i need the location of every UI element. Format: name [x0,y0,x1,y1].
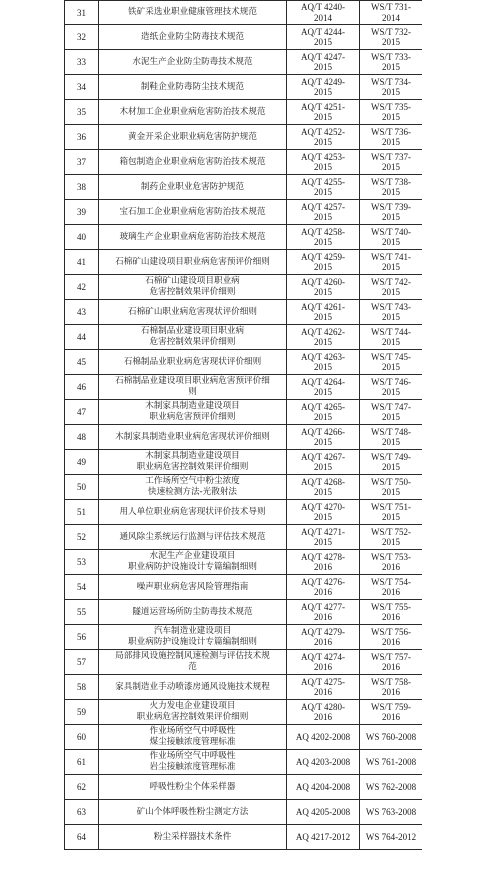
row-number: 44 [65,325,99,350]
aq-standard-code: AQ 4205-2008 [287,800,360,825]
aq-standard-code: AQ/T 4258- 2015 [287,225,360,250]
aq-standard-code: AQ/T 4265- 2015 [287,400,360,425]
aq-standard-code: AQ/T 4251- 2015 [287,100,360,125]
standard-name: 石棉矿山建设项目职业病危害预评价细则 [99,250,287,275]
ws-standard-code: WS/T 737- 2015 [360,150,423,175]
aq-standard-code: AQ/T 4252- 2015 [287,125,360,150]
standard-name: 噪声职业病危害风险管理指南 [99,575,287,600]
aq-standard-code: AQ/T 4270- 2015 [287,500,360,525]
standard-name: 石棉制品业职业病危害现状评价细则 [99,350,287,375]
aq-standard-code: AQ/T 4278- 2016 [287,550,360,575]
standard-name: 石棉制品业建设项目职业病危害预评价细 则 [99,375,287,400]
table-row [65,725,423,750]
ws-standard-code: WS 763-2008 [360,800,423,825]
table-row [65,400,423,425]
table-row [65,750,423,775]
standard-name: 造纸企业防尘防毒技术规范 [99,25,287,50]
aq-standard-code: AQ/T 4247- 2015 [287,50,360,75]
table-row [65,375,423,400]
standard-name: 宝石加工企业职业病危害防治技术规范 [99,200,287,225]
aq-standard-code: AQ/T 4255- 2015 [287,175,360,200]
ws-standard-code: WS/T 733- 2015 [360,50,423,75]
row-number: 33 [65,50,99,75]
aq-standard-code: AQ/T 4277- 2016 [287,600,360,625]
table-row [65,600,423,625]
table-row [65,175,423,200]
row-number: 52 [65,525,99,550]
row-number: 62 [65,775,99,800]
table-row [65,475,423,500]
standard-name: 用人单位职业病危害现状评价技术导则 [99,500,287,525]
row-number: 51 [65,500,99,525]
standard-name: 木制家具制造业职业病危害现状评价细则 [99,425,287,450]
standards-table-body [65,1,423,850]
standard-name: 矿山个体呼吸性粉尘测定方法 [99,800,287,825]
standard-name: 石棉矿山建设项目职业病 危害控制效果评价细则 [99,275,287,300]
standard-name: 水泥生产企业防尘防毒技术规范 [99,50,287,75]
ws-standard-code: WS/T 753- 2016 [360,550,423,575]
aq-standard-code: AQ/T 4259- 2015 [287,250,360,275]
standard-name: 木材加工企业职业病危害防治技术规范 [99,100,287,125]
ws-standard-code: WS/T 735- 2015 [360,100,423,125]
table-row [65,575,423,600]
aq-standard-code: AQ/T 4240- 2014 [287,1,360,25]
aq-standard-code: AQ/T 4267- 2015 [287,450,360,475]
standard-name: 作业场所空气中呼吸性 岩尘接触浓度管理标准 [99,750,287,775]
aq-standard-code: AQ/T 4253- 2015 [287,150,360,175]
aq-standard-code: AQ/T 4279- 2016 [287,625,360,650]
aq-standard-code: AQ 4202-2008 [287,725,360,750]
standard-name: 黄金开采企业职业病危害防护规范 [99,125,287,150]
ws-standard-code: WS 762-2008 [360,775,423,800]
table-row [65,100,423,125]
aq-standard-code: AQ/T 4280- 2016 [287,700,360,725]
row-number: 60 [65,725,99,750]
ws-standard-code: WS/T 738- 2015 [360,175,423,200]
row-number: 36 [65,125,99,150]
row-number: 50 [65,475,99,500]
standards-table-page [64,0,422,889]
standard-name: 局部排风设施控制风速检测与评估技术规 范 [99,650,287,675]
ws-standard-code: WS 761-2008 [360,750,423,775]
ws-standard-code: WS/T 745- 2015 [360,350,423,375]
ws-standard-code: WS/T 743- 2015 [360,300,423,325]
ws-standard-code: WS/T 742- 2015 [360,275,423,300]
row-number: 37 [65,150,99,175]
aq-standard-code: AQ/T 4262- 2015 [287,325,360,350]
table-row [65,500,423,525]
table-row [65,525,423,550]
ws-standard-code: WS/T 755- 2016 [360,600,423,625]
ws-standard-code: WS 760-2008 [360,725,423,750]
standard-name: 玻璃生产企业职业病危害防治技术规范 [99,225,287,250]
aq-standard-code: AQ/T 4249- 2015 [287,75,360,100]
ws-standard-code: WS/T 744- 2015 [360,325,423,350]
row-number: 49 [65,450,99,475]
standard-name: 通风除尘系统运行监测与评估技术规范 [99,525,287,550]
table-row [65,650,423,675]
standard-name: 呼吸性粉尘个体采样器 [99,775,287,800]
table-row [65,325,423,350]
ws-standard-code: WS/T 736- 2015 [360,125,423,150]
standards-table [64,0,422,850]
table-row [65,675,423,700]
row-number: 40 [65,225,99,250]
row-number: 54 [65,575,99,600]
row-number: 41 [65,250,99,275]
row-number: 64 [65,825,99,850]
ws-standard-code: WS/T 741- 2015 [360,250,423,275]
aq-standard-code: AQ/T 4276- 2016 [287,575,360,600]
aq-standard-code: AQ 4217-2012 [287,825,360,850]
row-number: 38 [65,175,99,200]
row-number: 57 [65,650,99,675]
row-number: 48 [65,425,99,450]
aq-standard-code: AQ/T 4257- 2015 [287,200,360,225]
ws-standard-code: WS/T 752- 2015 [360,525,423,550]
row-number: 31 [65,1,99,25]
ws-standard-code: WS/T 757- 2016 [360,650,423,675]
table-row [65,450,423,475]
standard-name: 制药企业职业危害防护规范 [99,175,287,200]
standard-name: 木制家具制造业建设项目 职业病危害预评价细则 [99,400,287,425]
table-row [65,125,423,150]
table-row [65,50,423,75]
row-number: 39 [65,200,99,225]
aq-standard-code: AQ 4204-2008 [287,775,360,800]
ws-standard-code: WS/T 751- 2015 [360,500,423,525]
ws-standard-code: WS/T 750- 2015 [360,475,423,500]
table-row [65,75,423,100]
row-number: 32 [65,25,99,50]
aq-standard-code: AQ/T 4268- 2015 [287,475,360,500]
standard-name: 汽车制造业建设项目 职业病防护设施设计专篇编制细则 [99,625,287,650]
row-number: 55 [65,600,99,625]
ws-standard-code: WS/T 732- 2015 [360,25,423,50]
ws-standard-code: WS/T 756- 2016 [360,625,423,650]
table-row [65,700,423,725]
standard-name: 制鞋企业防毒防尘技术规范 [99,75,287,100]
table-row [65,275,423,300]
ws-standard-code: WS/T 734- 2015 [360,75,423,100]
ws-standard-code: WS/T 759- 2016 [360,700,423,725]
row-number: 63 [65,800,99,825]
row-number: 53 [65,550,99,575]
standard-name: 粉尘采样器技术条件 [99,825,287,850]
row-number: 46 [65,375,99,400]
aq-standard-code: AQ/T 4266- 2015 [287,425,360,450]
standard-name: 工作场所空气中粉尘浓度 快速检测方法-光散射法 [99,475,287,500]
table-row [65,250,423,275]
table-row [65,425,423,450]
table-row [65,625,423,650]
row-number: 58 [65,675,99,700]
aq-standard-code: AQ/T 4274- 2016 [287,650,360,675]
aq-standard-code: AQ/T 4264- 2015 [287,375,360,400]
ws-standard-code: WS/T 747- 2015 [360,400,423,425]
standard-name: 箱包制造企业职业病危害防治技术规范 [99,150,287,175]
ws-standard-code: WS 764-2012 [360,825,423,850]
table-row [65,350,423,375]
ws-standard-code: WS/T 731- 2014 [360,1,423,25]
aq-standard-code: AQ/T 4244- 2015 [287,25,360,50]
table-row [65,775,423,800]
aq-standard-code: AQ/T 4271- 2015 [287,525,360,550]
aq-standard-code: AQ/T 4261- 2015 [287,300,360,325]
table-row [65,300,423,325]
row-number: 43 [65,300,99,325]
table-row [65,825,423,850]
row-number: 61 [65,750,99,775]
standard-name: 隧道运营场所防尘防毒技术规范 [99,600,287,625]
standard-name: 作业场所空气中呼吸性 煤尘接触浓度管理标准 [99,725,287,750]
aq-standard-code: AQ/T 4263- 2015 [287,350,360,375]
standard-name: 火力发电企业建设项目 职业病危害控制效果评价细则 [99,700,287,725]
aq-standard-code: AQ/T 4275- 2016 [287,675,360,700]
standard-name: 石棉矿山职业病危害现状评价细则 [99,300,287,325]
table-row [65,800,423,825]
table-row [65,200,423,225]
ws-standard-code: WS/T 746- 2015 [360,375,423,400]
row-number: 42 [65,275,99,300]
table-row [65,25,423,50]
row-number: 56 [65,625,99,650]
ws-standard-code: WS/T 754- 2016 [360,575,423,600]
table-row [65,550,423,575]
table-row [65,1,423,25]
ws-standard-code: WS/T 739- 2015 [360,200,423,225]
aq-standard-code: AQ/T 4260- 2015 [287,275,360,300]
standard-name: 铁矿采选业职业健康管理技术规范 [99,1,287,25]
row-number: 59 [65,700,99,725]
row-number: 34 [65,75,99,100]
standard-name: 木制家具制造业建设项目 职业病危害控制效果评价细则 [99,450,287,475]
standard-name: 石棉制品业建设项目职业病 危害控制效果评价细则 [99,325,287,350]
row-number: 45 [65,350,99,375]
standard-name: 家具制造业手动喷漆房通风设施技术规程 [99,675,287,700]
ws-standard-code: WS/T 740- 2015 [360,225,423,250]
row-number: 35 [65,100,99,125]
row-number: 47 [65,400,99,425]
ws-standard-code: WS/T 758- 2016 [360,675,423,700]
ws-standard-code: WS/T 748- 2015 [360,425,423,450]
standard-name: 水泥生产企业建设项目 职业病防护设施设计专篇编制细则 [99,550,287,575]
aq-standard-code: AQ 4203-2008 [287,750,360,775]
ws-standard-code: WS/T 749- 2015 [360,450,423,475]
table-row [65,150,423,175]
table-row [65,225,423,250]
